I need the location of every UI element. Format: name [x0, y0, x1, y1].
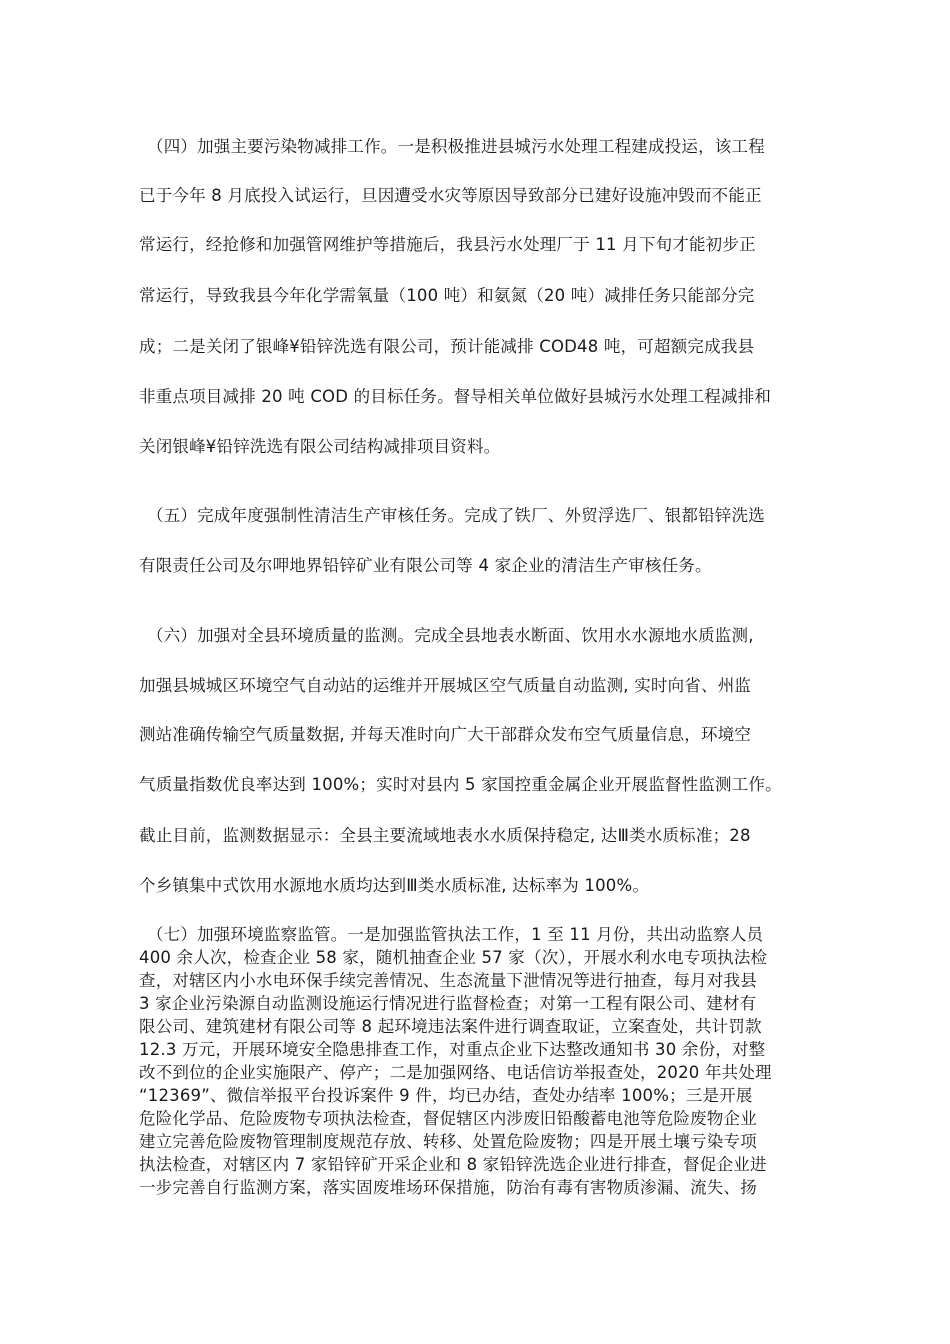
text-line: 12.3 万元，开展环境安全隐患排查工作，对重点企业下达整改通知书 30 余份，对整: [139, 1040, 766, 1059]
text-line: 关闭银峰¥铅锌洗选有限公司结构减排项目资料。: [139, 437, 501, 456]
text-line: 查，对辖区内小水电环保手续完善情况、生态流量下泄情况等进行抽查，每月对我县: [139, 971, 757, 990]
text-line: 截止目前，监测数据显示：全县主要流域地表水水质保持稳定, 达Ⅲ类水质标准；28: [139, 826, 751, 845]
text-line: 个乡镇集中式饮用水源地水质均达到Ⅲ类水质标准, 达标率为 100%。: [139, 876, 650, 895]
text-line: 测站准确传输空气质量数据, 并每天准时向广大干部群众发布空气质量信息，环境空: [139, 725, 752, 744]
text-line: 已于今年 8 月底投入试运行，旦因遭受水灾等原因导致部分已建好设施冲毁而不能正: [139, 186, 762, 205]
text-line: 常运行，经抢修和加强管网维护等措施后，我县污水处理厂于 11 月下旬才能初步正: [139, 235, 756, 254]
text-line: 一步完善自行监测方案，落实固废堆场环保措施，防治有毒有害物质渗漏、流失、扬: [139, 1178, 757, 1197]
text-line: 执法检查，对辖区内 7 家铅锌矿开采企业和 8 家铅锌洗选企业进行排查，督促企业进: [139, 1155, 767, 1174]
text-line: 有限责任公司及尔呷地界铅锌矿业有限公司等 4 家企业的清洁生产审核任务。: [139, 556, 712, 575]
text-line: 加强县城城区环境空气自动站的运维并开展城区空气质量自动监测, 实时向省、州监: [139, 676, 752, 695]
text-line: 危险化学品、危险废物专项执法检查，督促辖区内涉废旧铅酸蓄电池等危险废物企业: [139, 1109, 757, 1128]
text-line: 非重点项目减排 20 吨 COD 的目标任务。督导相关单位做好县城污水处理工程减排和: [139, 387, 772, 406]
text-line: 成；二是关闭了银峰¥铅锌洗选有限公司，预计能减排 COD48 吨，可超额完成我县: [139, 337, 755, 356]
text-line: “12369”、微信举报平台投诉案件 9 件，均已办结，查处办结率 100%；三是开展: [139, 1086, 753, 1105]
text-line: 改不到位的企业实施限产、停产；二是加强网络、电话信访举报查处，2020 年共处理: [139, 1063, 772, 1082]
text-line: 限公司、建筑建材有限公司等 8 起环境违法案件进行调查取证，立案查处，共计罚款: [139, 1017, 762, 1036]
text-line: 400 余人次，检查企业 58 家，随机抽查企业 57 家（次），开展水利水电专项执法检: [139, 948, 768, 967]
text-line: （六）加强对全县环境质量的监测。完成全县地表水断面、饮用水水源地水质监测,: [147, 626, 754, 645]
text-line: （五）完成年度强制性清洁生产审核任务。完成了铁厂、外贸浮选厂、银都铅锌洗选: [147, 506, 765, 525]
text-line: 建立完善危险废物管理制度规范存放、转移、处置危险废物；四是开展土壤亏染专项: [139, 1132, 757, 1151]
text-line: （七）加强环境监察监管。一是加强监管执法工作，1 至 11 月份，共出动监察人员: [147, 925, 764, 944]
text-line: 气质量指数优良率达到 100%；实时对县内 5 家国控重金属企业开展监督性监测工作。: [139, 775, 782, 794]
text-line: 3 家企业污染源自动监测设施运行情况进行监督检查；对第一工程有限公司、建材有: [139, 994, 757, 1013]
text-line: （四）加强主要污染物减排工作。一是积极推进县城污水处理工程建成投运，该工程: [147, 137, 765, 156]
text-line: 常运行，导致我县今年化学需氧量（100 吨）和氨氮（20 吨）减排任务只能部分完: [139, 286, 755, 305]
